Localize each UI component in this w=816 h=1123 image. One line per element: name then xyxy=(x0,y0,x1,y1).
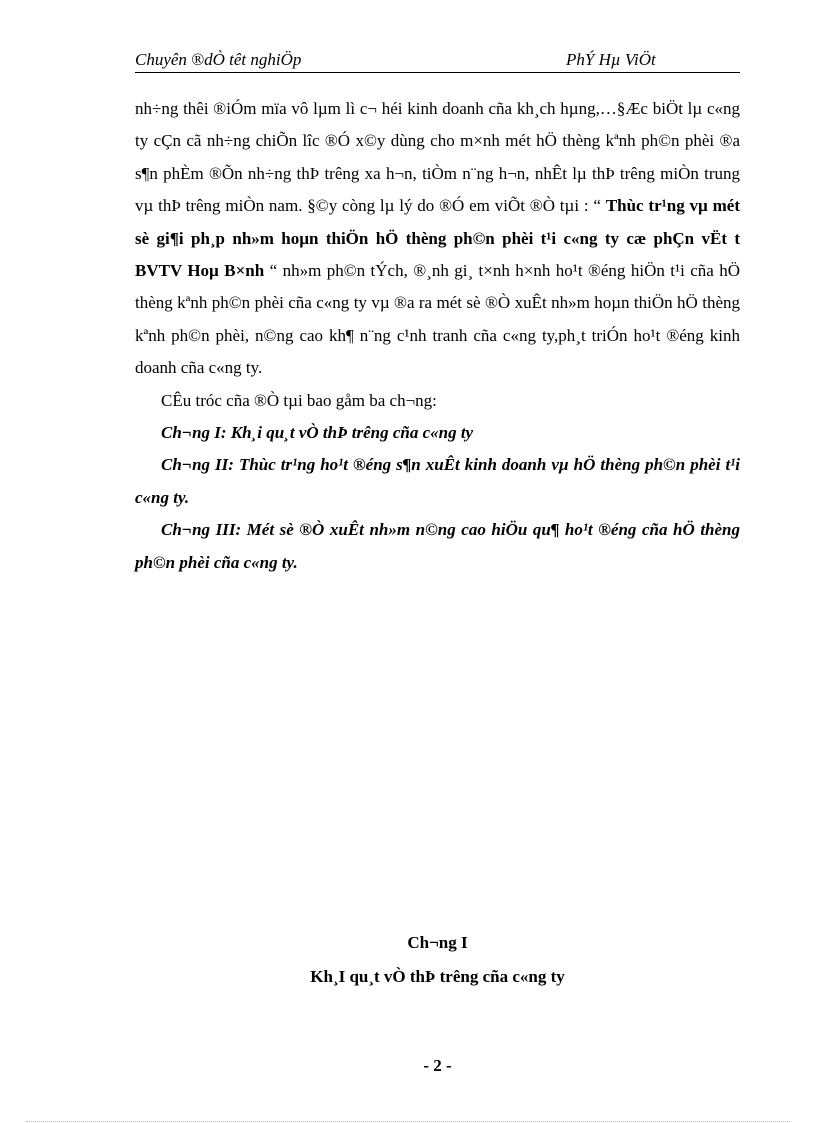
page-bottom-divider xyxy=(26,1121,790,1122)
chapter-list-item-1: Ch¬ng I: Kh¸i qu¸t vÒ thÞ trêng cña c«ng ty xyxy=(161,423,474,443)
paragraph-intro-text-a: nh÷ng thêi ®iÓm mïa vô lµm lì c¬ héi kinh doanh cña kh¸ch hµng,…§Æc biÖt lµ c«ng ty cÇn cã nh÷ng chiÕn lîc ®Ó x©y dùng cho m×nh mét hÖ thèng kªnh ph©n phèi ®a s¶n phÈm ®Õn nh÷ng thÞ trêng xa h¬n, tiÒm n¨ng h¬n, nhÊt lµ thÞ trêng miÒn trung vµ thÞ trêng miÒn nam. §©y còng lµ lý do ®Ó em viÕt ®Ò tµi : “ xyxy=(135,99,740,216)
chapter-heading-number: Ch¬ng I xyxy=(407,933,468,952)
header-author-name: PhÝ Hµ ViÖt xyxy=(566,50,656,69)
chapter-list-item-2: Ch¬ng II: Thùc tr¹ng ho¹t ®éng s¶n xuÊt kinh doanh vµ hÖ thèng ph©n phèi t¹i c«ng ty. xyxy=(135,455,740,507)
header-document-title: Chuyên ®dÒ têt nghiÖp xyxy=(135,50,302,69)
page-number: - 2 - xyxy=(423,1056,452,1075)
chapter-heading-title: Kh¸I qu¸t vÒ thÞ trêng cña c«ng ty xyxy=(310,967,565,986)
paragraph-intro xyxy=(135,93,740,385)
page-header xyxy=(135,48,740,73)
body-text xyxy=(135,93,740,579)
structure-intro: CÊu tróc cña ®Ò tµi bao gåm ba ch¬ng: xyxy=(161,390,437,410)
thesis-topic-title: Thùc tr¹ng vµ mét sè gi¶i ph¸p nh»m hoµn thiÖn hÖ thèng ph©n phèi t¹i c«ng ty cæ phÇn vËt t BVTV Hoµ B×nh xyxy=(135,196,741,281)
paragraph-intro-text-b: “ nh»m ph©n tÝch, ®¸nh gi¸ t×nh h×nh ho¹t ®éng hiÖn t¹i cña hÖ thèng kªnh ph©n phèi cña c«ng ty vµ ®a ra mét sè ®Ò xuÊt nh»m hoµn thiÖn hÖ thèng kªnh ph©n phèi, n©ng cao kh¶ n¨ng c¹nh tranh cña c«ng ty,ph¸t triÓn ho¹t ®éng kinh doanh cña c«ng ty. xyxy=(135,261,740,378)
chapter-list-item-3: Ch¬ng III: Mét sè ®Ò xuÊt nh»m n©ng cao hiÖu qu¶ ho¹t ®éng cña hÖ thèng ph©n phèi cña c«ng ty. xyxy=(135,520,740,572)
